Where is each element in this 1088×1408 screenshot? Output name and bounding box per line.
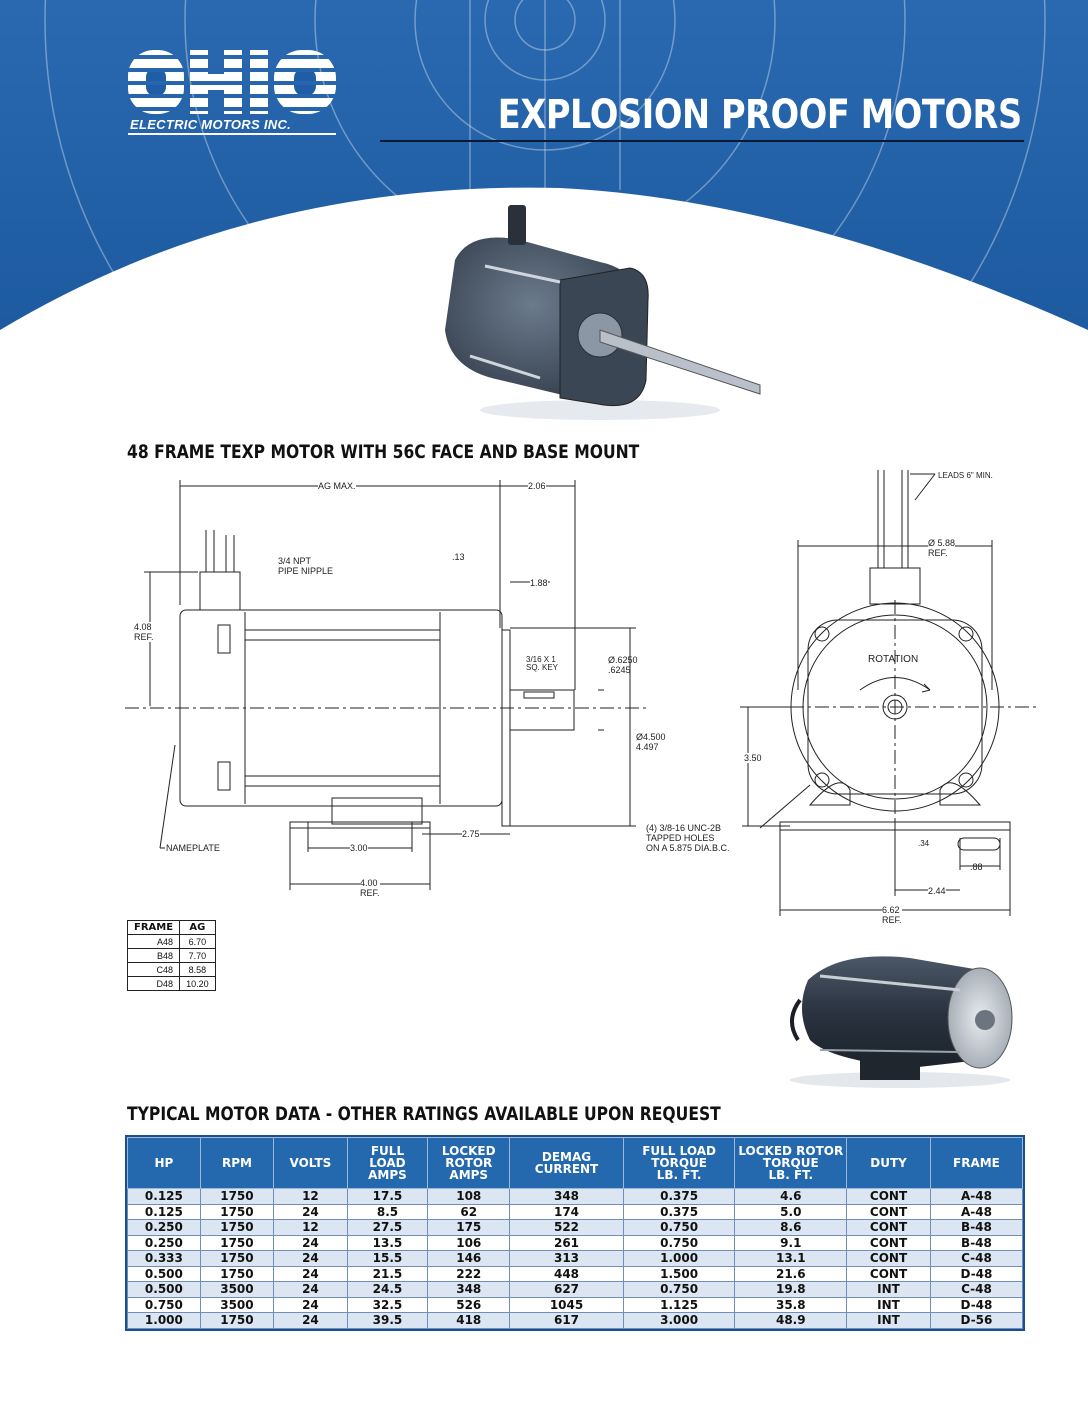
- cell-full-load-amps: 21.5: [347, 1266, 427, 1282]
- cell-volts: 24: [274, 1204, 348, 1220]
- cell-full-load-amps: 27.5: [347, 1220, 427, 1236]
- label-face-diameter: Ø4.500 4.497: [636, 732, 666, 752]
- cell-frame: C-48: [930, 1251, 1022, 1267]
- label-npt: 3/4 NPT PIPE NIPPLE: [278, 556, 334, 576]
- cell-volts: 24: [274, 1266, 348, 1282]
- cell-locked-rotor-amps: 222: [428, 1266, 510, 1282]
- table-row: [128, 977, 216, 991]
- ag-table-header: [128, 921, 216, 935]
- cell-full-load-torque: 0.750: [623, 1220, 735, 1236]
- cell-locked-rotor-torque: 19.8: [735, 1282, 847, 1298]
- cell-hp: 0.250: [128, 1235, 201, 1251]
- label-tapped-holes: (4) 3/8-16 UNC-2B TAPPED HOLES ON A 5.875 DIA.B.C.: [646, 823, 730, 853]
- label-nameplate: NAMEPLATE: [166, 843, 220, 853]
- ag-cell: 7.70: [180, 949, 216, 963]
- technical-drawing: [120, 470, 1040, 930]
- motor-table-body: [128, 1189, 1023, 1329]
- cell-duty: CONT: [847, 1266, 931, 1282]
- table-row: [128, 1220, 1023, 1236]
- cell-rpm: 1750: [200, 1220, 273, 1236]
- cell-full-load-amps: 8.5: [347, 1204, 427, 1220]
- cell-full-load-torque: 0.750: [623, 1235, 735, 1251]
- cell-frame: A-48: [930, 1189, 1022, 1205]
- cell-locked-rotor-amps: 348: [428, 1282, 510, 1298]
- title-rule: [380, 140, 1024, 142]
- cell-demag-current: 1045: [510, 1297, 623, 1313]
- cell-duty: CONT: [847, 1189, 931, 1205]
- table-row: [128, 1189, 1023, 1205]
- cell-locked-rotor-torque: 4.6: [735, 1189, 847, 1205]
- cell-duty: CONT: [847, 1220, 931, 1236]
- cell-demag-current: 261: [510, 1235, 623, 1251]
- header-rpm: RPM: [200, 1138, 273, 1189]
- cell-frame: A-48: [930, 1204, 1022, 1220]
- label-2-44: 2.44: [928, 886, 946, 896]
- header-duty: DUTY: [847, 1138, 931, 1189]
- cell-frame: B-48: [930, 1235, 1022, 1251]
- cell-locked-rotor-torque: 13.1: [735, 1251, 847, 1267]
- cell-locked-rotor-torque: 5.0: [735, 1204, 847, 1220]
- ag-cell: C48: [128, 963, 180, 977]
- cell-volts: 12: [274, 1189, 348, 1205]
- ag-cell: B48: [128, 949, 180, 963]
- label-4-00-ref: 4.00 REF.: [360, 878, 380, 898]
- cell-full-load-amps: 24.5: [347, 1282, 427, 1298]
- cell-hp: 0.125: [128, 1189, 201, 1205]
- table-row: [128, 949, 216, 963]
- ag-header-frame: FRAME: [128, 921, 180, 935]
- table-row: [128, 1235, 1023, 1251]
- cell-hp: 0.500: [128, 1266, 201, 1282]
- ag-cell: 8.58: [180, 963, 216, 977]
- cell-rpm: 1750: [200, 1204, 273, 1220]
- header-hp: HP: [128, 1138, 201, 1189]
- cell-frame: D-48: [930, 1266, 1022, 1282]
- cell-frame: B-48: [930, 1220, 1022, 1236]
- cell-duty: CONT: [847, 1235, 931, 1251]
- cell-demag-current: 617: [510, 1313, 623, 1329]
- cell-locked-rotor-amps: 418: [428, 1313, 510, 1329]
- cell-hp: 0.125: [128, 1204, 201, 1220]
- ag-cell: 6.70: [180, 935, 216, 949]
- cell-locked-rotor-amps: 146: [428, 1251, 510, 1267]
- cell-full-load-torque: 0.375: [623, 1189, 735, 1205]
- table-row: [128, 1282, 1023, 1298]
- cell-rpm: 1750: [200, 1266, 273, 1282]
- cell-hp: 0.333: [128, 1251, 201, 1267]
- page-title: EXPLOSION PROOF MOTORS: [498, 92, 1022, 138]
- cell-volts: 24: [274, 1297, 348, 1313]
- motor-photo-top: [445, 205, 760, 420]
- label-034: .34: [918, 839, 930, 848]
- frame-ag-table: [127, 920, 216, 991]
- cell-volts: 24: [274, 1235, 348, 1251]
- cell-full-load-torque: 1.500: [623, 1266, 735, 1282]
- cell-locked-rotor-torque: 35.8: [735, 1297, 847, 1313]
- cell-hp: 0.250: [128, 1220, 201, 1236]
- cell-rpm: 1750: [200, 1251, 273, 1267]
- cell-volts: 12: [274, 1220, 348, 1236]
- cell-full-load-amps: 17.5: [347, 1189, 427, 1205]
- cell-locked-rotor-amps: 526: [428, 1297, 510, 1313]
- ag-cell: D48: [128, 977, 180, 991]
- label-shaft-diameter: Ø.6250 .6245: [608, 655, 638, 675]
- cell-frame: D-48: [930, 1297, 1022, 1313]
- label-6-62-ref: 6.62 REF.: [882, 905, 902, 925]
- motor-photo-side: [780, 940, 1020, 1090]
- ag-header-ag: AG: [180, 921, 216, 935]
- label-4-08-ref: 4.08 REF.: [134, 622, 154, 642]
- cell-full-load-amps: 39.5: [347, 1313, 427, 1329]
- label-2-06: 2.06: [528, 481, 546, 491]
- label-2-75: 2.75: [462, 829, 480, 839]
- motor-data-table: [127, 1137, 1023, 1329]
- table-row: [128, 1204, 1023, 1220]
- cell-duty: INT: [847, 1313, 931, 1329]
- header-volts: VOLTS: [274, 1138, 348, 1189]
- cell-full-load-torque: 0.750: [623, 1282, 735, 1298]
- label-ag-max: AG MAX.: [318, 481, 356, 491]
- table-row: [128, 1313, 1023, 1329]
- logo-underline: [128, 133, 336, 135]
- cell-locked-rotor-torque: 21.6: [735, 1266, 847, 1282]
- table-row: [128, 1297, 1023, 1313]
- table-row: [128, 1266, 1023, 1282]
- label-3-50: 3.50: [744, 753, 762, 763]
- cell-volts: 24: [274, 1282, 348, 1298]
- header-full-load-amps: FULL LOAD AMPS: [347, 1138, 427, 1189]
- cell-locked-rotor-torque: 48.9: [735, 1313, 847, 1329]
- cell-frame: D-56: [930, 1313, 1022, 1329]
- cell-duty: CONT: [847, 1251, 931, 1267]
- cell-volts: 24: [274, 1313, 348, 1329]
- cell-full-load-torque: 0.375: [623, 1204, 735, 1220]
- ag-cell: 10.20: [180, 977, 216, 991]
- logo-subtext: ELECTRIC MOTORS INC.: [130, 117, 292, 132]
- cell-full-load-torque: 1.000: [623, 1251, 735, 1267]
- table-row: [128, 1251, 1023, 1267]
- table-row: [128, 963, 216, 977]
- label-088: .88: [970, 862, 983, 872]
- cell-hp: 0.750: [128, 1297, 201, 1313]
- cell-demag-current: 522: [510, 1220, 623, 1236]
- header-locked-rotor-torque: LOCKED ROTOR TORQUE LB. FT.: [735, 1138, 847, 1189]
- cell-full-load-torque: 3.000: [623, 1313, 735, 1329]
- cell-demag-current: 174: [510, 1204, 623, 1220]
- label-rotation: ROTATION: [868, 654, 919, 665]
- cell-rpm: 1750: [200, 1235, 273, 1251]
- cell-locked-rotor-amps: 175: [428, 1220, 510, 1236]
- table-row: [128, 935, 216, 949]
- cell-hp: 0.500: [128, 1282, 201, 1298]
- cell-full-load-torque: 1.125: [623, 1297, 735, 1313]
- cell-duty: INT: [847, 1297, 931, 1313]
- ag-cell: A48: [128, 935, 180, 949]
- cell-demag-current: 627: [510, 1282, 623, 1298]
- cell-demag-current: 348: [510, 1189, 623, 1205]
- cell-duty: INT: [847, 1282, 931, 1298]
- cell-locked-rotor-torque: 9.1: [735, 1235, 847, 1251]
- cell-rpm: 3500: [200, 1282, 273, 1298]
- cell-locked-rotor-amps: 108: [428, 1189, 510, 1205]
- label-leads: LEADS 6" MIN.: [938, 471, 993, 480]
- label-013: .13: [452, 552, 465, 562]
- header-full-load-torque: FULL LOAD TORQUE LB. FT.: [623, 1138, 735, 1189]
- cell-locked-rotor-torque: 8.6: [735, 1220, 847, 1236]
- header-demag-current: DEMAG CURRENT: [510, 1138, 623, 1189]
- cell-locked-rotor-amps: 62: [428, 1204, 510, 1220]
- label-5-88-ref: Ø 5.88 REF.: [928, 538, 956, 558]
- header-locked-rotor-amps: LOCKED ROTOR AMPS: [428, 1138, 510, 1189]
- label-key: 3/16 X 1 SQ. KEY: [526, 655, 559, 672]
- cell-demag-current: 448: [510, 1266, 623, 1282]
- cell-rpm: 1750: [200, 1313, 273, 1329]
- cell-full-load-amps: 13.5: [347, 1235, 427, 1251]
- motor-data-heading: TYPICAL MOTOR DATA - OTHER RATINGS AVAILABLE UPON REQUEST: [127, 1103, 721, 1125]
- cell-hp: 1.000: [128, 1313, 201, 1329]
- cell-locked-rotor-amps: 106: [428, 1235, 510, 1251]
- label-1-88: 1.88: [530, 578, 548, 588]
- cell-full-load-amps: 15.5: [347, 1251, 427, 1267]
- label-3-00: 3.00: [350, 843, 368, 853]
- cell-rpm: 1750: [200, 1189, 273, 1205]
- cell-rpm: 3500: [200, 1297, 273, 1313]
- cell-demag-current: 313: [510, 1251, 623, 1267]
- ohio-logo-icon: [128, 46, 338, 118]
- cell-duty: CONT: [847, 1204, 931, 1220]
- motor-table-header: [128, 1138, 1023, 1189]
- cell-frame: C-48: [930, 1282, 1022, 1298]
- drawing-heading: 48 FRAME TEXP MOTOR WITH 56C FACE AND BASE MOUNT: [127, 441, 640, 463]
- header-frame: FRAME: [930, 1138, 1022, 1189]
- cell-full-load-amps: 32.5: [347, 1297, 427, 1313]
- cell-volts: 24: [274, 1251, 348, 1267]
